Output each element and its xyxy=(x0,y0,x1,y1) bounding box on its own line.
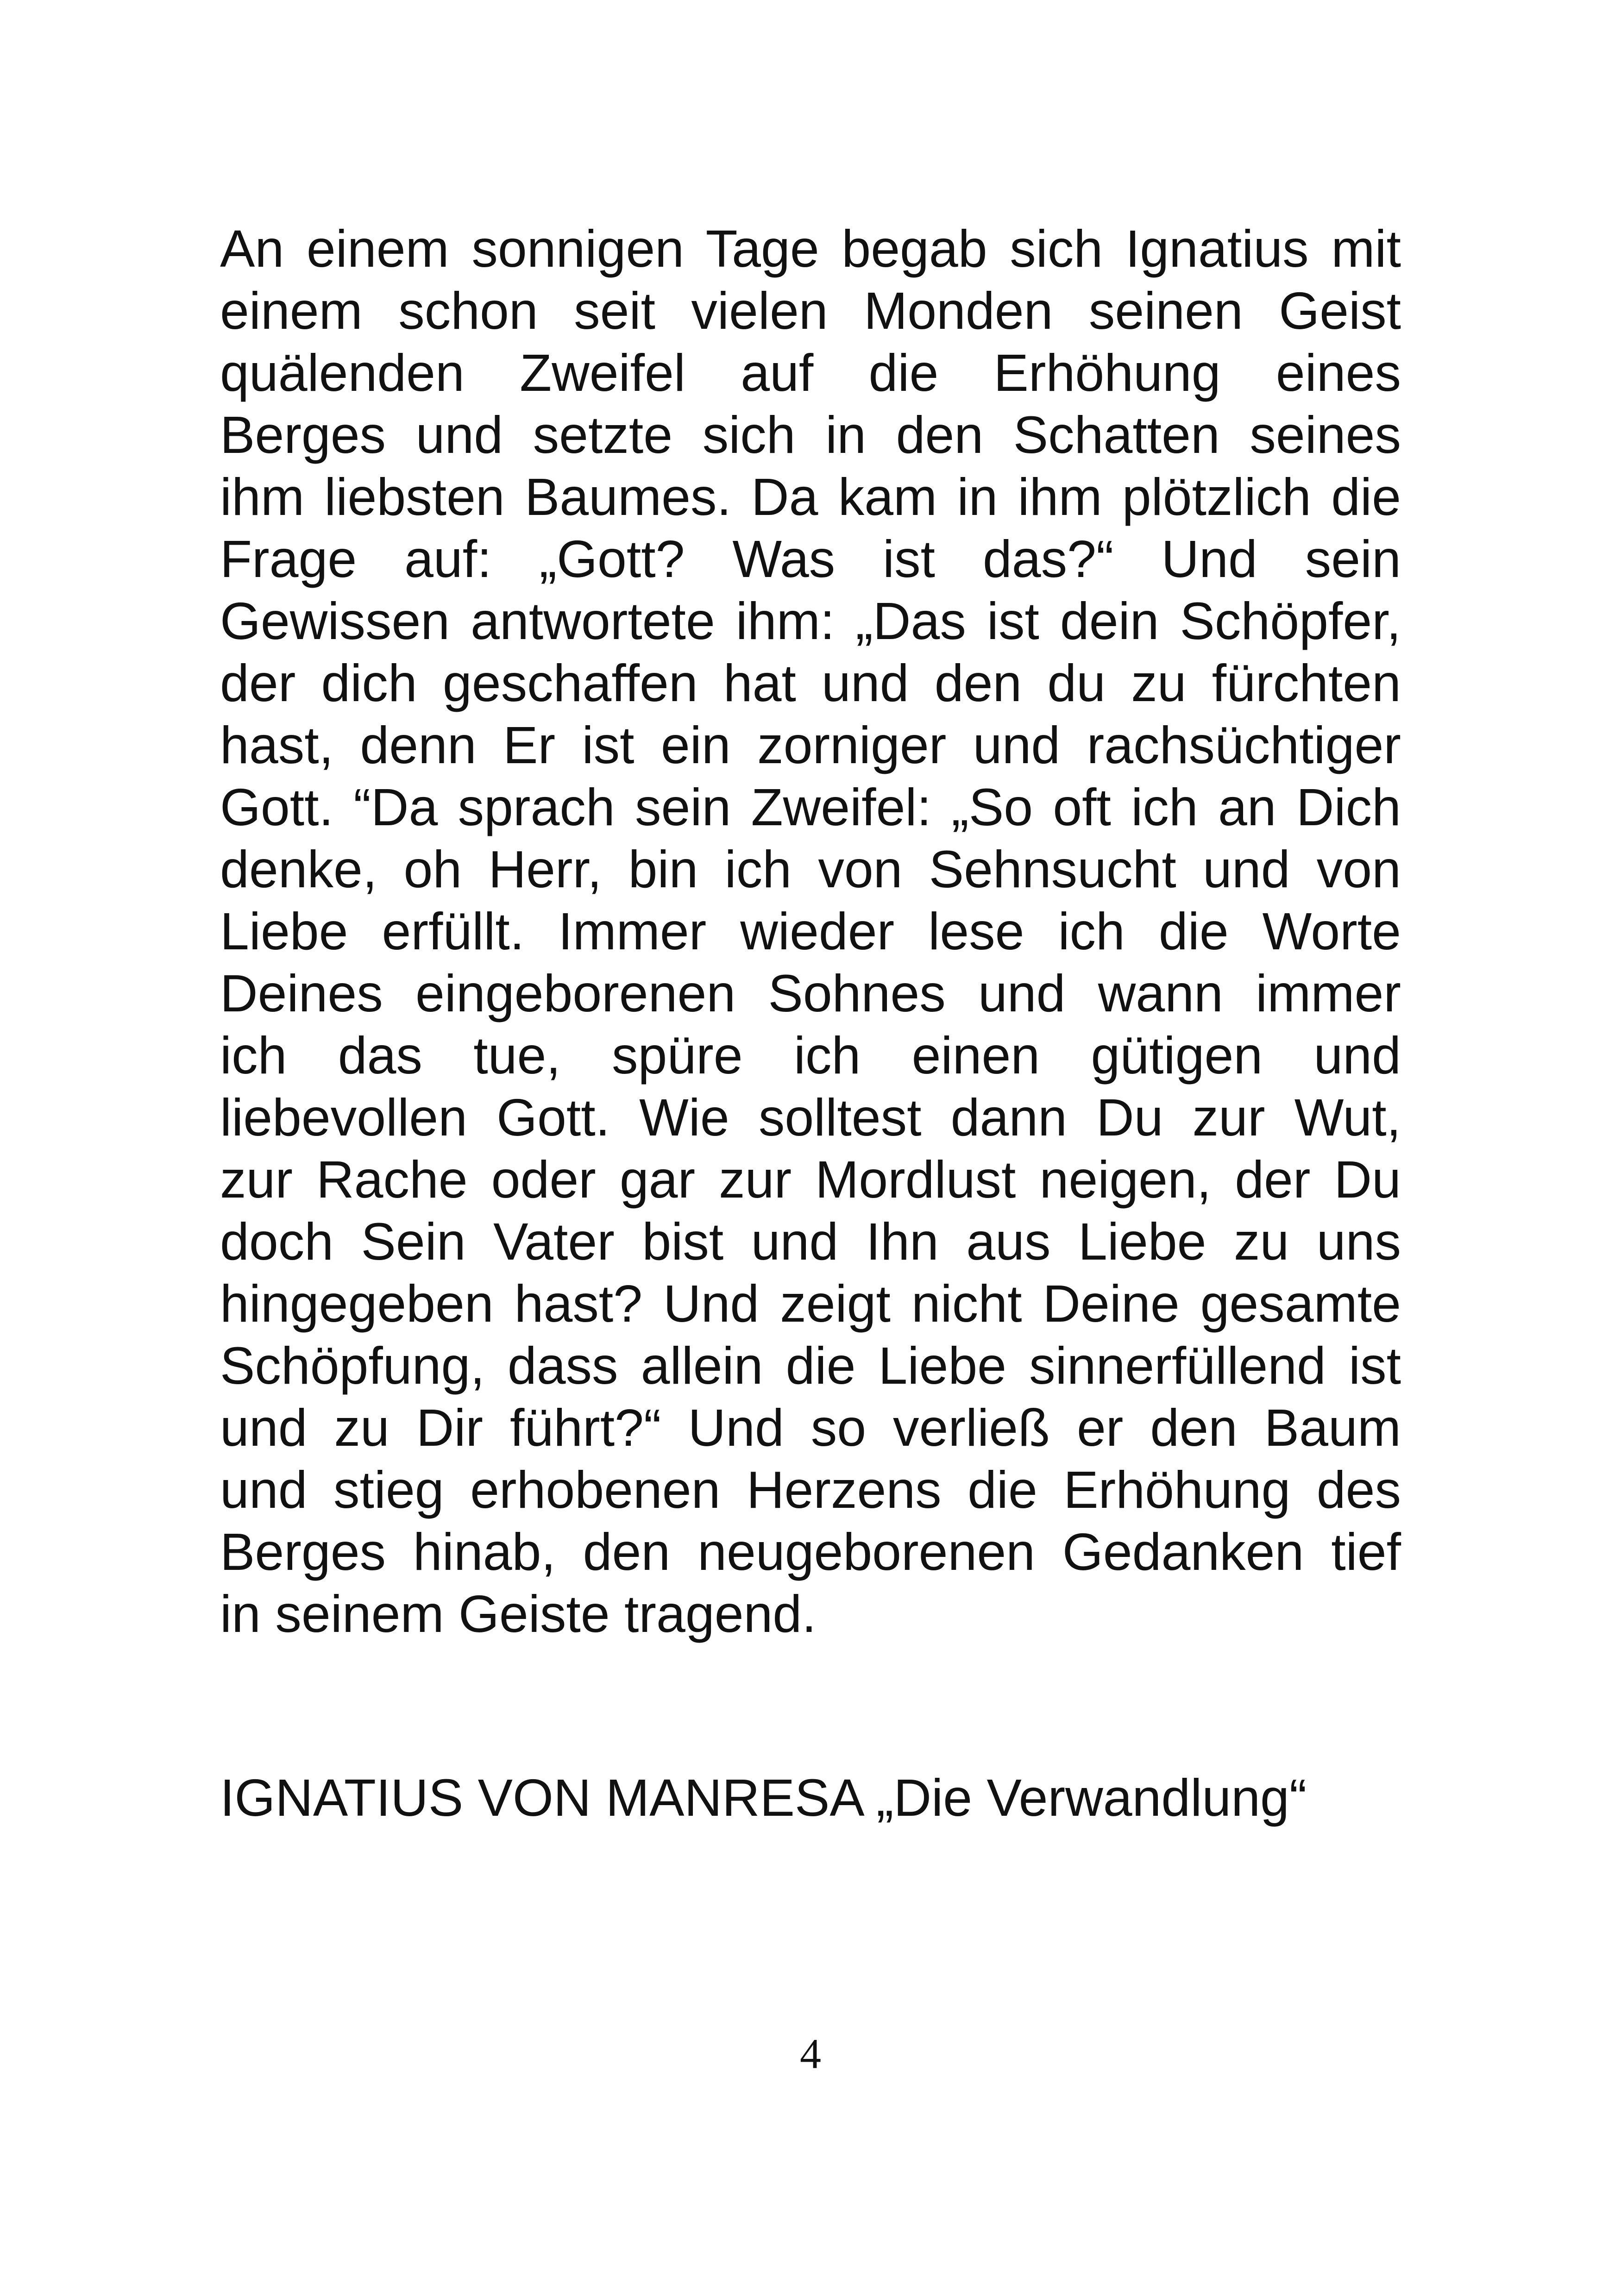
text-line: Gott. “Da sprach sein Zweifel: „So oft ich an Dich xyxy=(220,778,1401,836)
body-paragraph xyxy=(220,218,1401,1645)
citation: IGNATIUS VON MANRESA „Die Verwandlung“ xyxy=(220,1769,1307,1827)
text-line: Liebe erfüllt. Immer wieder lese ich die Worte xyxy=(220,902,1401,960)
text-line: hingegeben hast? Und zeigt nicht Deine gesamte xyxy=(220,1274,1401,1333)
text-line: ich das tue, spüre ich einen gütigen und xyxy=(220,1026,1401,1085)
text-line: Schöpfung, dass allein die Liebe sinnerfüllend ist xyxy=(220,1336,1401,1395)
text-line: doch Sein Vater bist und Ihn aus Liebe zu uns xyxy=(220,1212,1401,1271)
text-line: der dich geschaffen hat und den du zu fürchten xyxy=(220,654,1401,712)
page-number: 4 xyxy=(800,2030,821,2077)
text-line: Frage auf: „Gott? Was ist das?“ Und sein xyxy=(220,530,1401,588)
text-line: quälenden Zweifel auf die Erhöhung eines xyxy=(220,344,1401,402)
text-line: Berges hinab, den neugeborenen Gedanken tief xyxy=(220,1523,1401,1581)
text-line: zur Rache oder gar zur Mordlust neigen, der Du xyxy=(220,1150,1401,1209)
text-line: Gewissen antwortete ihm: „Das ist dein Schöpfer, xyxy=(220,592,1401,650)
text-line: An einem sonnigen Tage begab sich Ignatius mit xyxy=(220,220,1401,278)
text-line: in seinem Geiste tragend. xyxy=(220,1585,817,1643)
text-line: denke, oh Herr, bin ich von Sehnsucht und von xyxy=(220,840,1401,898)
text-line: liebevollen Gott. Wie solltest dann Du zur Wut, xyxy=(220,1088,1401,1147)
text-line: Deines eingeborenen Sohnes und wann immer xyxy=(220,964,1401,1023)
text-line: und zu Dir führt?“ Und so verließ er den Baum xyxy=(220,1399,1401,1457)
text-line: Berges und setzte sich in den Schatten seines xyxy=(220,406,1401,464)
text-line: und stieg erhobenen Herzens die Erhöhung des xyxy=(220,1461,1401,1519)
text-line: hast, denn Er ist ein zorniger und rachsüchtiger xyxy=(220,716,1401,774)
text-line: ihm liebsten Baumes. Da kam in ihm plötzlich die xyxy=(220,468,1401,526)
text-line: einem schon seit vielen Monden seinen Geist xyxy=(220,282,1401,340)
